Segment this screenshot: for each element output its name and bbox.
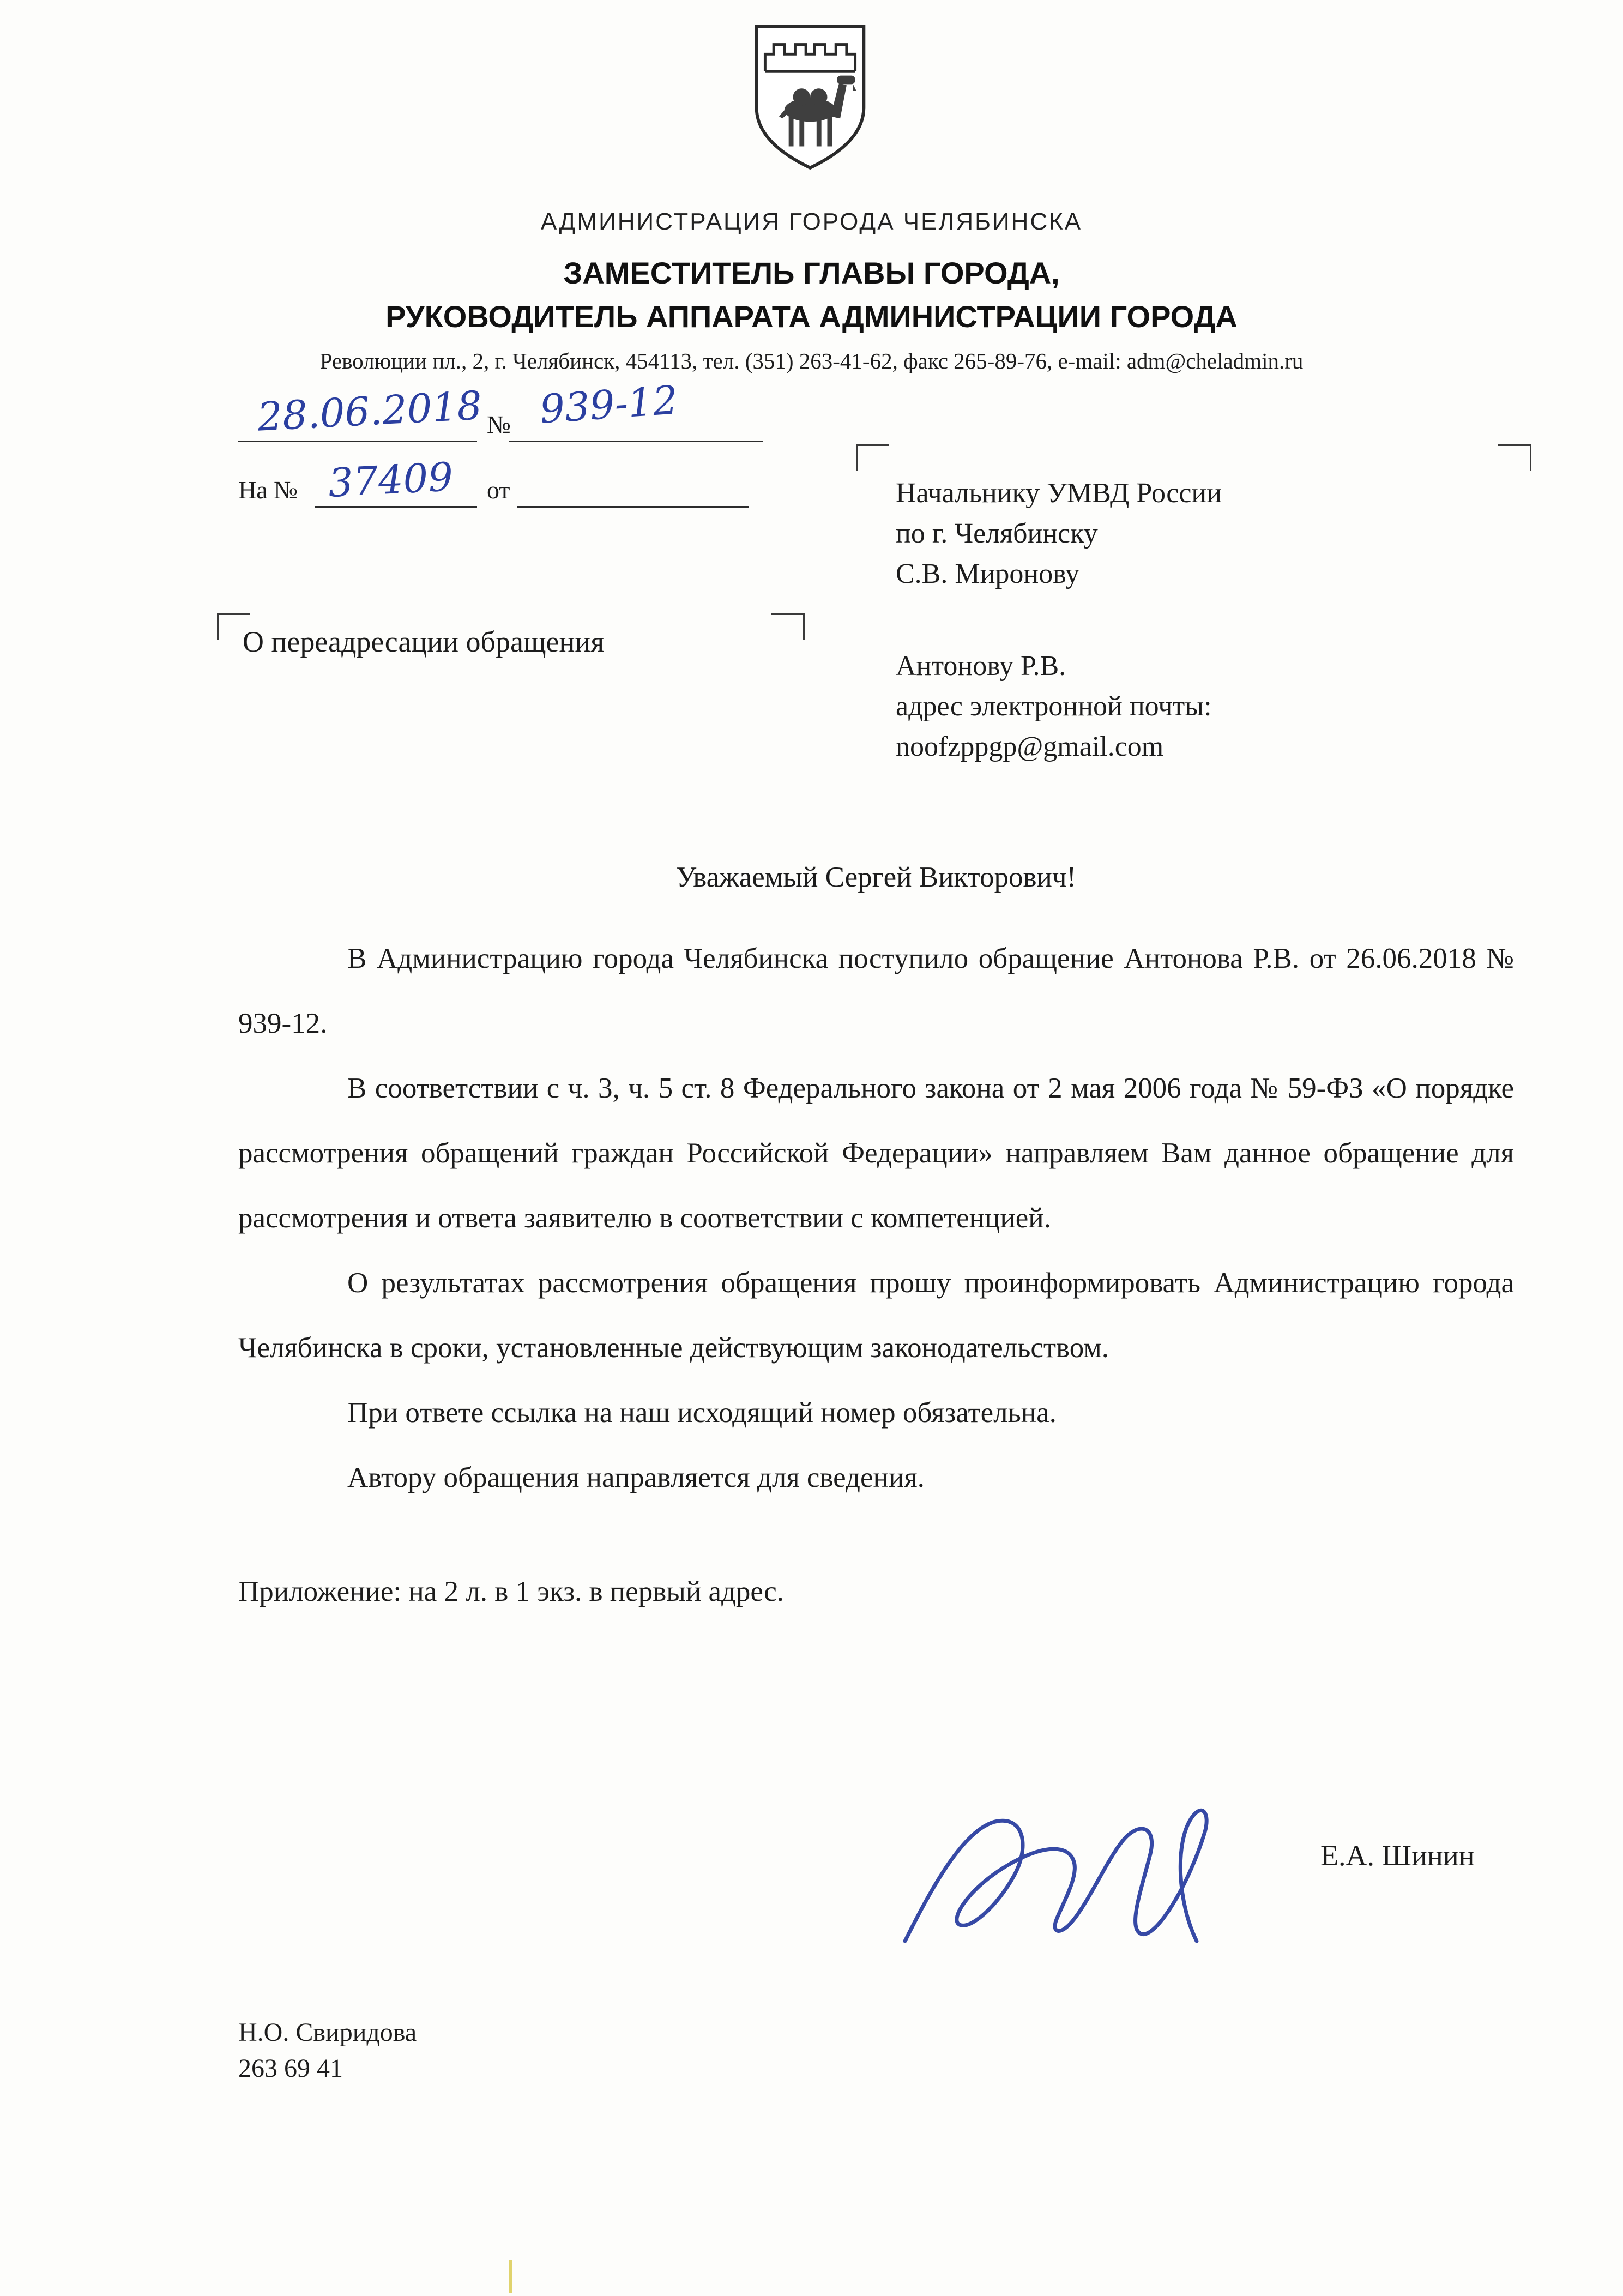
recipient-line: адрес электронной почты: xyxy=(896,691,1212,722)
reply-from-label: от xyxy=(487,476,510,504)
recipient-line: по г. Челябинску xyxy=(896,518,1098,549)
recipient-email: noofzppgp@gmail.com xyxy=(896,731,1164,762)
date-underline xyxy=(238,441,477,442)
handwritten-outgoing-number: 939-12 xyxy=(538,377,679,432)
handwritten-reply-number: 37409 xyxy=(327,454,455,506)
recipient-corner-mark-right xyxy=(1498,444,1531,471)
recipient-address-block xyxy=(896,473,1495,594)
body-paragraph: В Администрацию города Челябинска поступило обращение Антонова Р.В. от 26.06.2018 № 939-12. xyxy=(238,943,1514,1039)
letterhead-title-line2: РУКОВОДИТЕЛЬ АППАРАТА АДМИНИСТРАЦИИ ГОРОДА xyxy=(385,299,1238,334)
recipient-corner-mark-left xyxy=(856,444,889,471)
outgoing-number-label: № xyxy=(487,411,511,438)
subject-corner-mark-right xyxy=(771,613,805,640)
attachment-note: Приложение: на 2 л. в 1 экз. в первый адрес. xyxy=(238,1576,785,1607)
signer-name: Е.А. Шинин xyxy=(1320,1839,1475,1872)
scan-artifact-mark xyxy=(509,2260,512,2293)
executor-phone: 263 69 41 xyxy=(238,2054,343,2083)
letter-subject: О переадресации обращения xyxy=(243,625,605,658)
executor-name: Н.О. Свиридова xyxy=(238,2018,417,2047)
body-paragraph: В соответствии с ч. 3, ч. 5 ст. 8 Федерального закона от 2 мая 2006 года № 59-ФЗ «О порядке рассмотрения обращений граждан Российской Федерации» направляем Вам данное обращение для рассмотрения и ответа заявителю в соответствии с компетенцией. xyxy=(238,1072,1514,1234)
letterhead-title-line1: ЗАМЕСТИТЕЛЬ ГЛАВЫ ГОРОДА, xyxy=(563,256,1060,290)
reply-date-underline xyxy=(517,506,749,508)
letterhead-contact-line: Революции пл., 2, г. Челябинск, 454113, тел. (351) 263-41-62, факс 265-89-76, e-mail: adm@cheladmin.ru xyxy=(319,348,1304,373)
reply-number-underline xyxy=(315,506,477,508)
organization-name: АДМИНИСТРАЦИЯ ГОРОДА ЧЕЛЯБИНСКА xyxy=(540,208,1083,235)
body-paragraph: Автору обращения направляется для сведения. xyxy=(347,1462,925,1493)
number-underline xyxy=(509,441,763,442)
body-paragraph: При ответе ссылка на наш исходящий номер обязательна. xyxy=(347,1397,1057,1429)
handwritten-date: 28.06.2018 xyxy=(256,382,484,440)
reply-to-number-label: На № xyxy=(238,476,298,504)
recipient-line: Начальнику УМВД России xyxy=(896,478,1222,509)
letter-body xyxy=(238,845,1514,1624)
recipient-line: С.В. Миронову xyxy=(896,558,1080,589)
secondary-recipient-block xyxy=(896,646,1495,767)
signature-scribble xyxy=(883,1761,1265,1979)
coat-of-arms-icon xyxy=(746,20,874,174)
body-paragraph: О результатах рассмотрения обращения прошу проинформировать Администрацию города Челябинска в сроки, установленные действующим законодательством. xyxy=(238,1267,1514,1364)
recipient-line: Антонову Р.В. xyxy=(896,650,1066,682)
salutation: Уважаемый Сергей Викторович! xyxy=(675,861,1077,893)
